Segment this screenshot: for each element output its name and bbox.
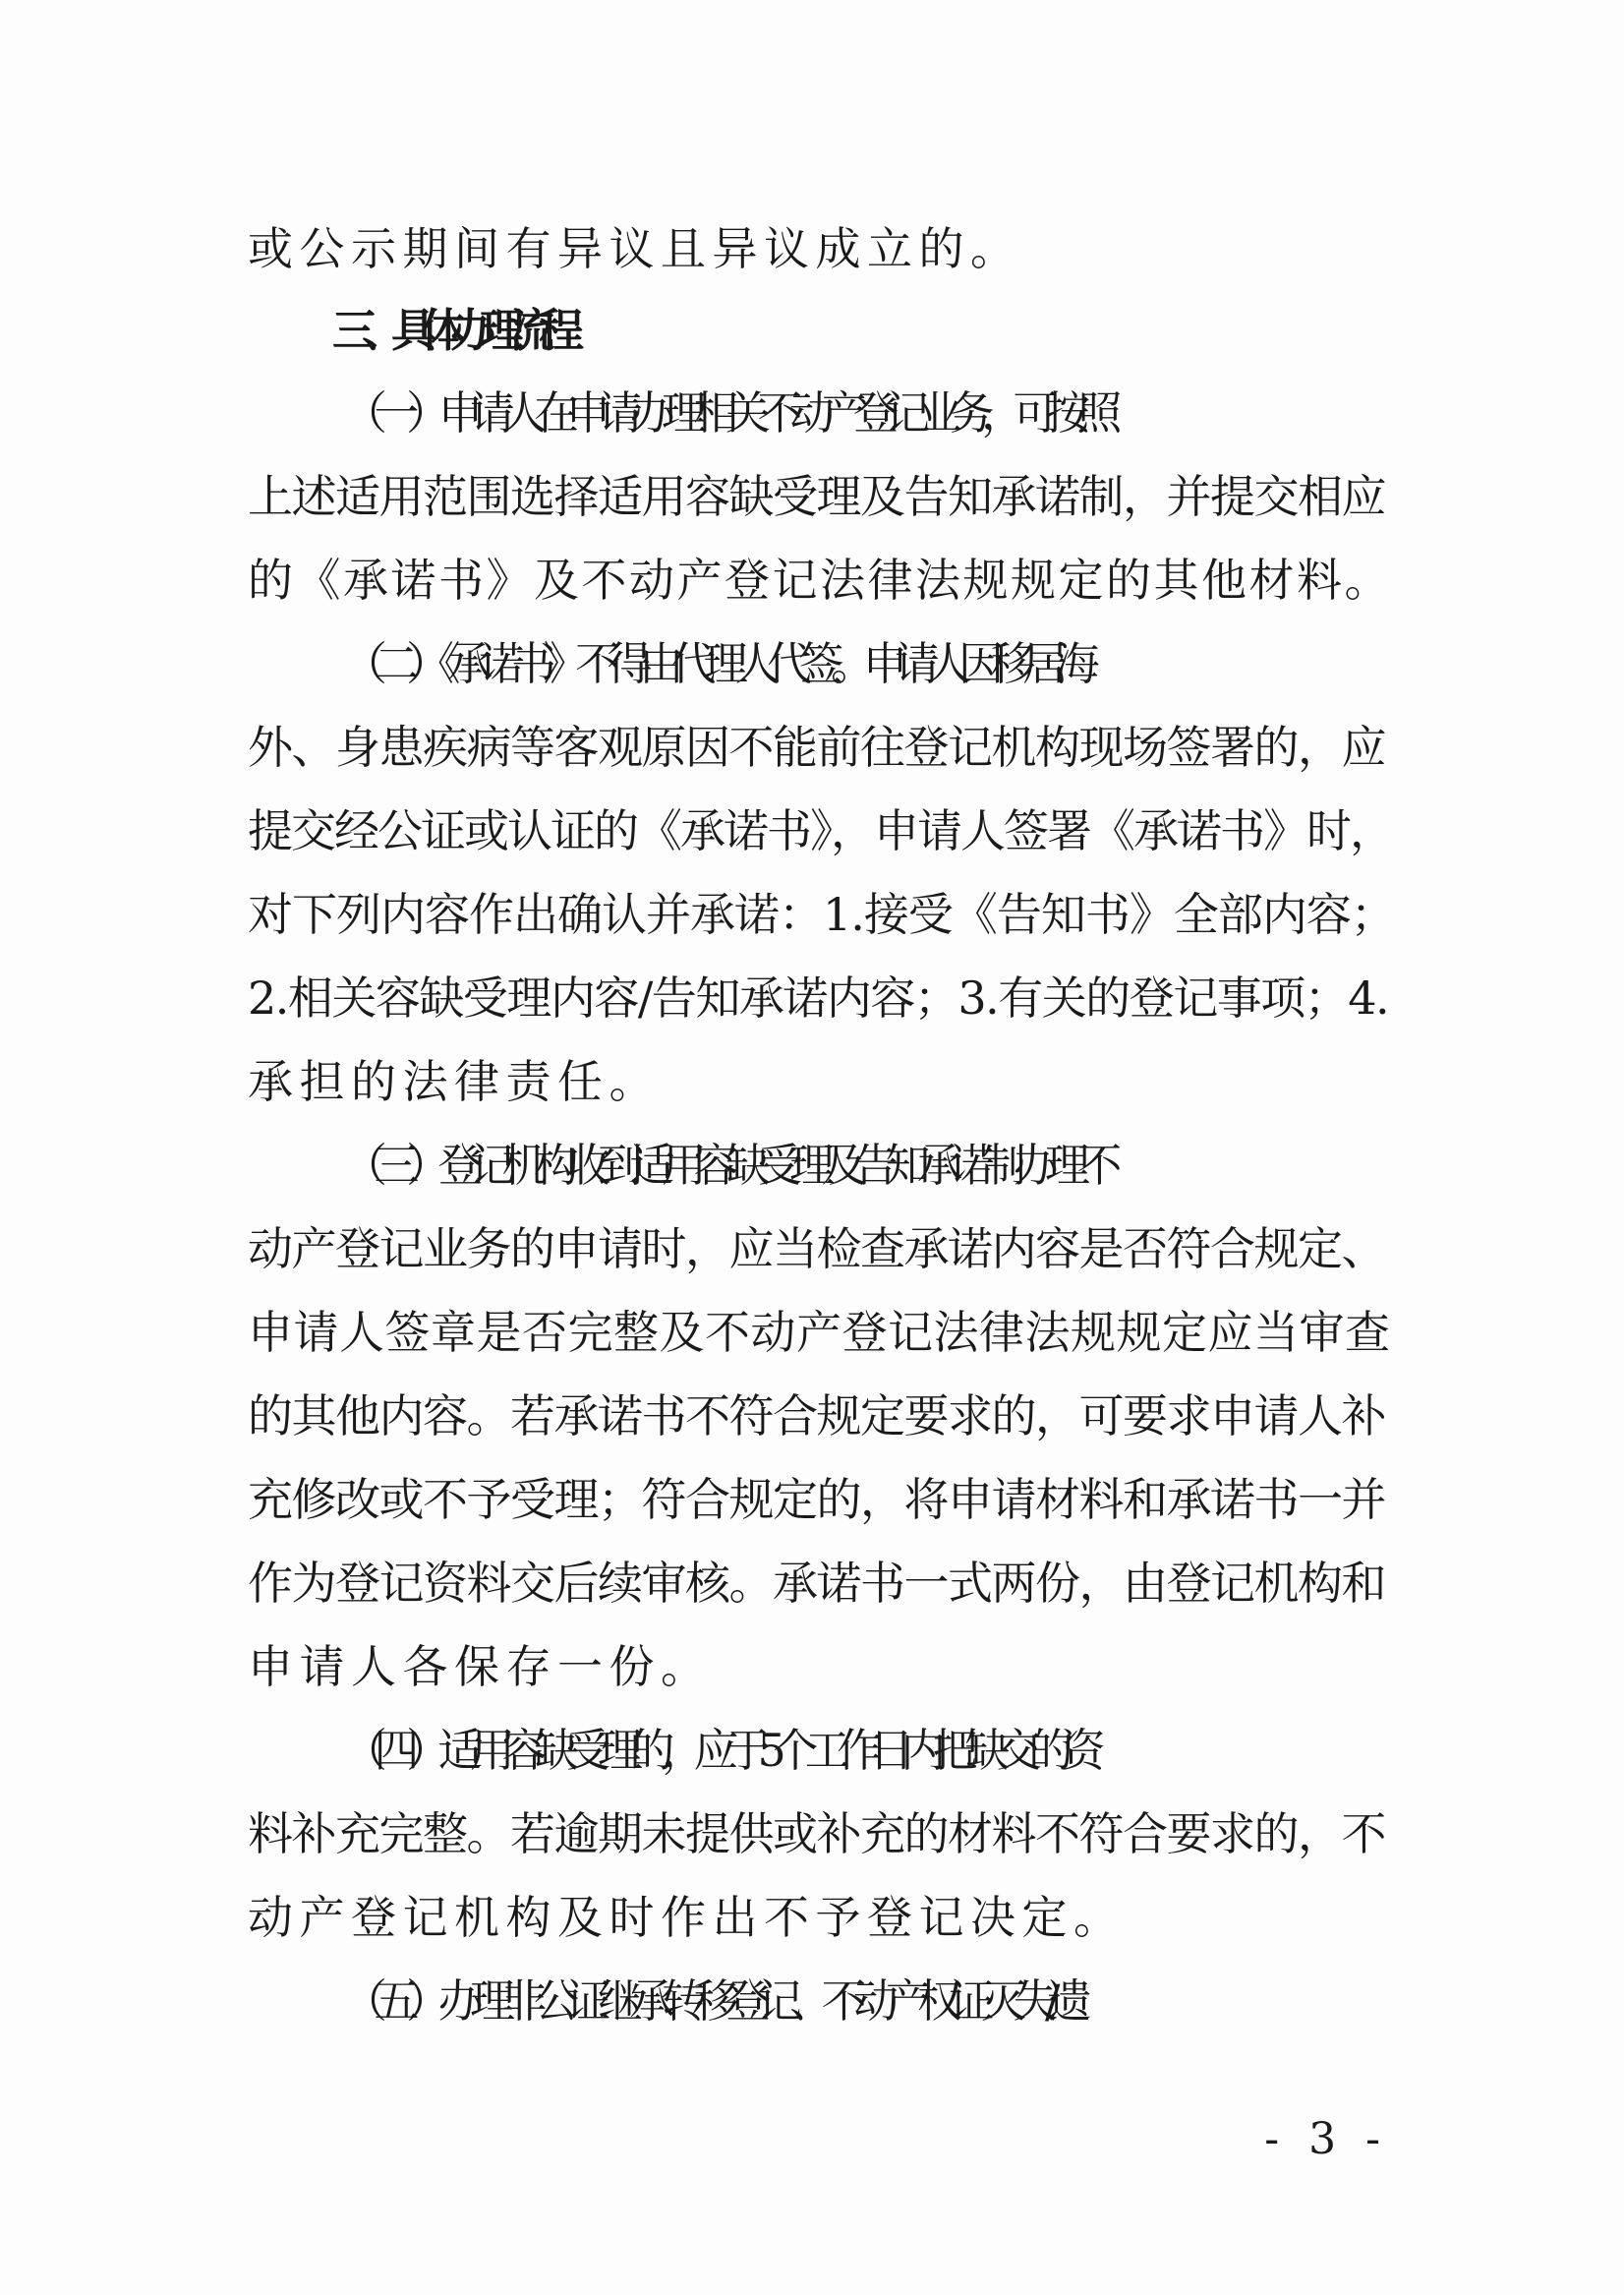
text-line-15: 的其他内容。若承诺书不符合规定要求的，可要求申请人补: [248, 1389, 1385, 1442]
text-line-6: （二）《承诺书》不得由代理人代签。申请人因移居海: [342, 637, 1086, 690]
text-line-3: （一）申请人在申请办理相关不动产登记业务，可按照: [342, 386, 1109, 440]
text-line-7: 外、身患疾病等客观原因不能前往登记机构现场签署的，应: [248, 721, 1385, 774]
text-line-1: 或公示期间有异议且异议成立的。: [248, 222, 1022, 275]
text-line-10: 2.相关容缺受理内容/告知承诺内容；3.有关的登记事项；4.: [248, 971, 1389, 1025]
text-line-14: 申请人签章是否完整及不动产登记法律法规规定应当审查: [248, 1306, 1391, 1359]
text-line-22: （五）办理非公证继承转移登记、不动产权证灭失/遗: [342, 1974, 1079, 2028]
text-line-17: 作为登记资料交后续审核。承诺书一式两份，由登记机构和: [248, 1557, 1385, 1610]
text-line-4: 上述适用范围选择适用容缺受理及告知承诺制，并提交相应: [248, 470, 1385, 523]
text-line-16: 充修改或不予受理；符合规定的，将申请材料和承诺书一并: [248, 1473, 1385, 1526]
text-line-11: 承担的法律责任。: [248, 1055, 661, 1108]
text-line-9: 对下列内容作出确认并承诺：1.接受《告知书》全部内容；: [248, 888, 1395, 941]
text-line-18: 申请人各保存一份。: [248, 1640, 713, 1693]
text-line-20: 料补充完整。若逾期未提供或补充的材料不符合要求的，不: [248, 1807, 1385, 1860]
page-number: - 3 -: [1264, 2114, 1388, 2164]
section-heading: 三、具体办理流程: [332, 304, 568, 357]
text-line-21: 动产登记机构及时作出不予登记决定。: [248, 1891, 1126, 1944]
text-line-13: 动产登记业务的申请时，应当检查承诺内容是否符合规定、: [248, 1222, 1385, 1275]
text-line-5: 的《承诺书》及不动产登记法律法规规定的其他材料。: [248, 554, 1392, 607]
text-line-12: （三）登记机构收到适用容缺受理及告知承诺制办理不: [342, 1139, 1109, 1192]
text-line-19: （四）适用容缺受理的，应于5个工作日内把缺交的资: [342, 1724, 1093, 1777]
text-line-8: 提交经公证或认证的《承诺书》，申请人签署《承诺书》时，: [248, 804, 1393, 857]
